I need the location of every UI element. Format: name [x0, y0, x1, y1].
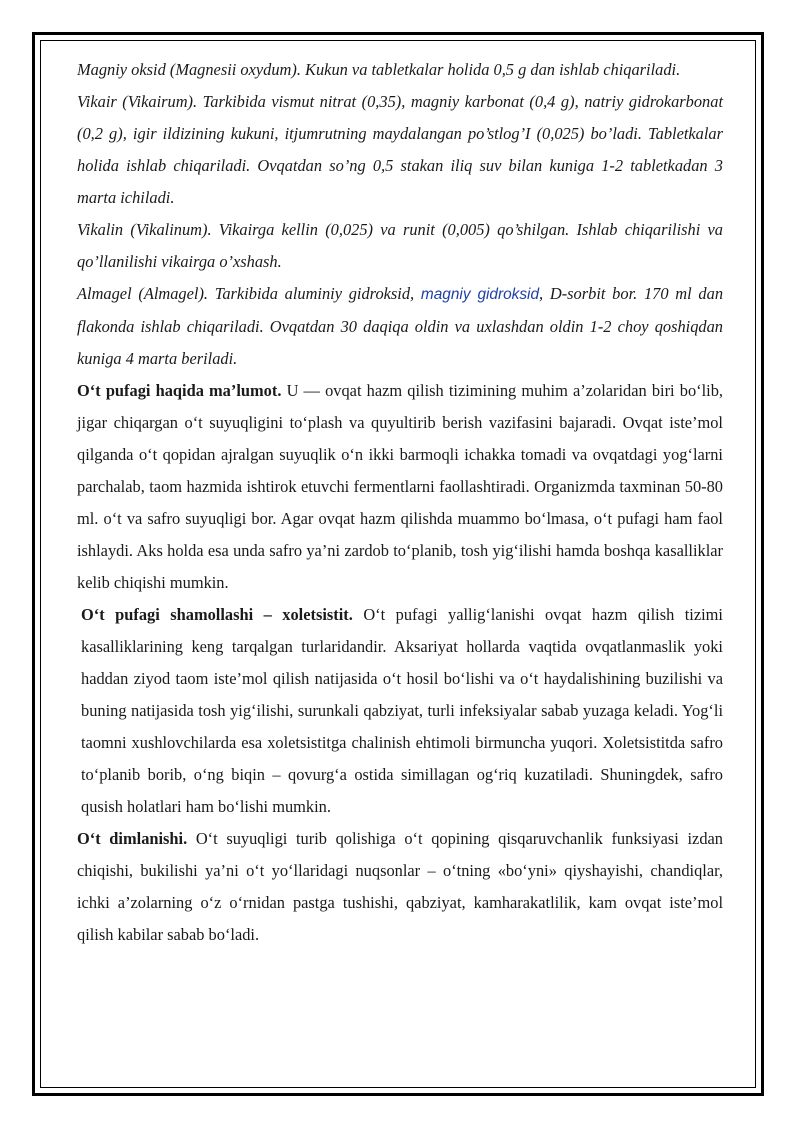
- paragraph-ot-pufagi: [77, 375, 723, 599]
- magniy-gidroksid-link[interactable]: magniy gidroksid: [420, 286, 540, 303]
- heading-xoletsistit: O‘t pufagi shamollashi – xoletsistit.: [81, 605, 353, 624]
- heading-ot-dimlanishi: O‘t dimlanishi.: [77, 829, 188, 848]
- almagel-text-before: Almagel (Almagel). Tarkibida aluminiy gidroksid,: [77, 284, 421, 303]
- text-ot-pufagi: U — ovqat hazm qilish tizimining muhim a’zolaridan biri bo‘lib, jigar chiqargan o‘t suyuqligini to‘plash va quyultirib berish vazifasini bajaradi. Ovqat iste’mol qilganda o‘t qopidan ajralgan suyuqlik o‘n ikki barmoqli ichakka tomadi va ovqatdagi yog‘larni parchalab, taom hazmida ishtirok etuvchi fermentlarni faollashtiradi. Organizmda taxminan 50-80 ml. o‘t va safro suyuqligi bor. Agar ovqat hazm qilishda muammo bo‘lmasa, o‘t pufagi ham faol ishlaydi. Aks holda esa unda safro ya’ni zardob to‘planib, tosh yig‘ilishi hamda boshqa kasalliklar kelib chiqishi mumkin.: [77, 381, 724, 592]
- document-body: [77, 54, 723, 951]
- paragraph-ot-dimlanishi: [77, 823, 723, 951]
- almagel-text-after: , D-sorbit bor. 170 ml dan flakonda ishlab chiqariladi. Ovqatdan 30 daqiqa oldin va uxlashdan oldin 1-2 choy qoshiqdan kuniga 4 marta beriladi.: [77, 284, 724, 368]
- text-xoletsistit: O‘t pufagi yallig‘lanishi ovqat hazm qilish tizimi kasalliklarining keng tarqalgan turlaridandir. Aksariyat hollarda vaqtida ovqatlanmaslik yoki haddan ziyod taom iste’mol qilish natijasida o‘t hosil bo‘lishi va o‘t haydalishining buzilishi va buning natijasida tosh yig‘ilishi, surunkali qabziyat, turli infeksiyalar sabab yuzaga keladi. Yog‘li taomni xushlovchilarda esa xoletsistitga chalinish ehtimoli birmuncha yuqori. Xoletsistitda safro to‘planib borib, o‘ng biqin – qovurg‘a ostida simillagan og‘riq kuzatiladi. Shuningdek, safro qusish holatlari ham bo‘lishi mumkin.: [81, 605, 723, 816]
- paragraph-vikair: Vikair (Vikairum). Tarkibida vismut nitrat (0,35), magniy karbonat (0,4 g), natriy gidrokarbonat (0,2 g), igir ildizining kukuni, itjumrutning maydalangan po’stlog’I (0,025) bo’ladi. Tabletkalar holida ishlab chiqariladi. Ovqatdan so’ng 0,5 stakan iliq suv bilan kuniga 1-2 tabletkadan 3 marta ichiladi.: [77, 92, 723, 207]
- paragraph-almagel: [77, 278, 723, 375]
- paragraph-magniy-oksid: Magniy oksid (Magnesii oxydum). Kukun va tabletkalar holida 0,5 g dan ishlab chiqariladi.: [77, 60, 681, 79]
- text-ot-dimlanishi: O‘t suyuqligi turib qolishiga o‘t qopining qisqaruvchanlik funksiyasi izdan chiqishi, bukilishi ya’ni o‘t yo‘llaridagi nuqsonlar – o‘tning «bo‘yni» qiyshayishi, chandiqlar, ichki a’zolarning o‘z o‘rnidan pastga tushishi, qabziyat, kamharakatlilik, kam ovqat iste’mol qilish kabilar sabab bo‘ladi.: [77, 829, 723, 944]
- heading-ot-pufagi: O‘t pufagi haqida ma’lumot.: [77, 381, 282, 400]
- paragraph-vikalin: Vikalin (Vikalinum). Vikairga kellin (0,025) va runit (0,005) qo’shilgan. Ishlab chiqarilishi va qo’llanilishi vikairga o’xshash.: [77, 220, 723, 271]
- paragraph-xoletsistit: [77, 599, 723, 823]
